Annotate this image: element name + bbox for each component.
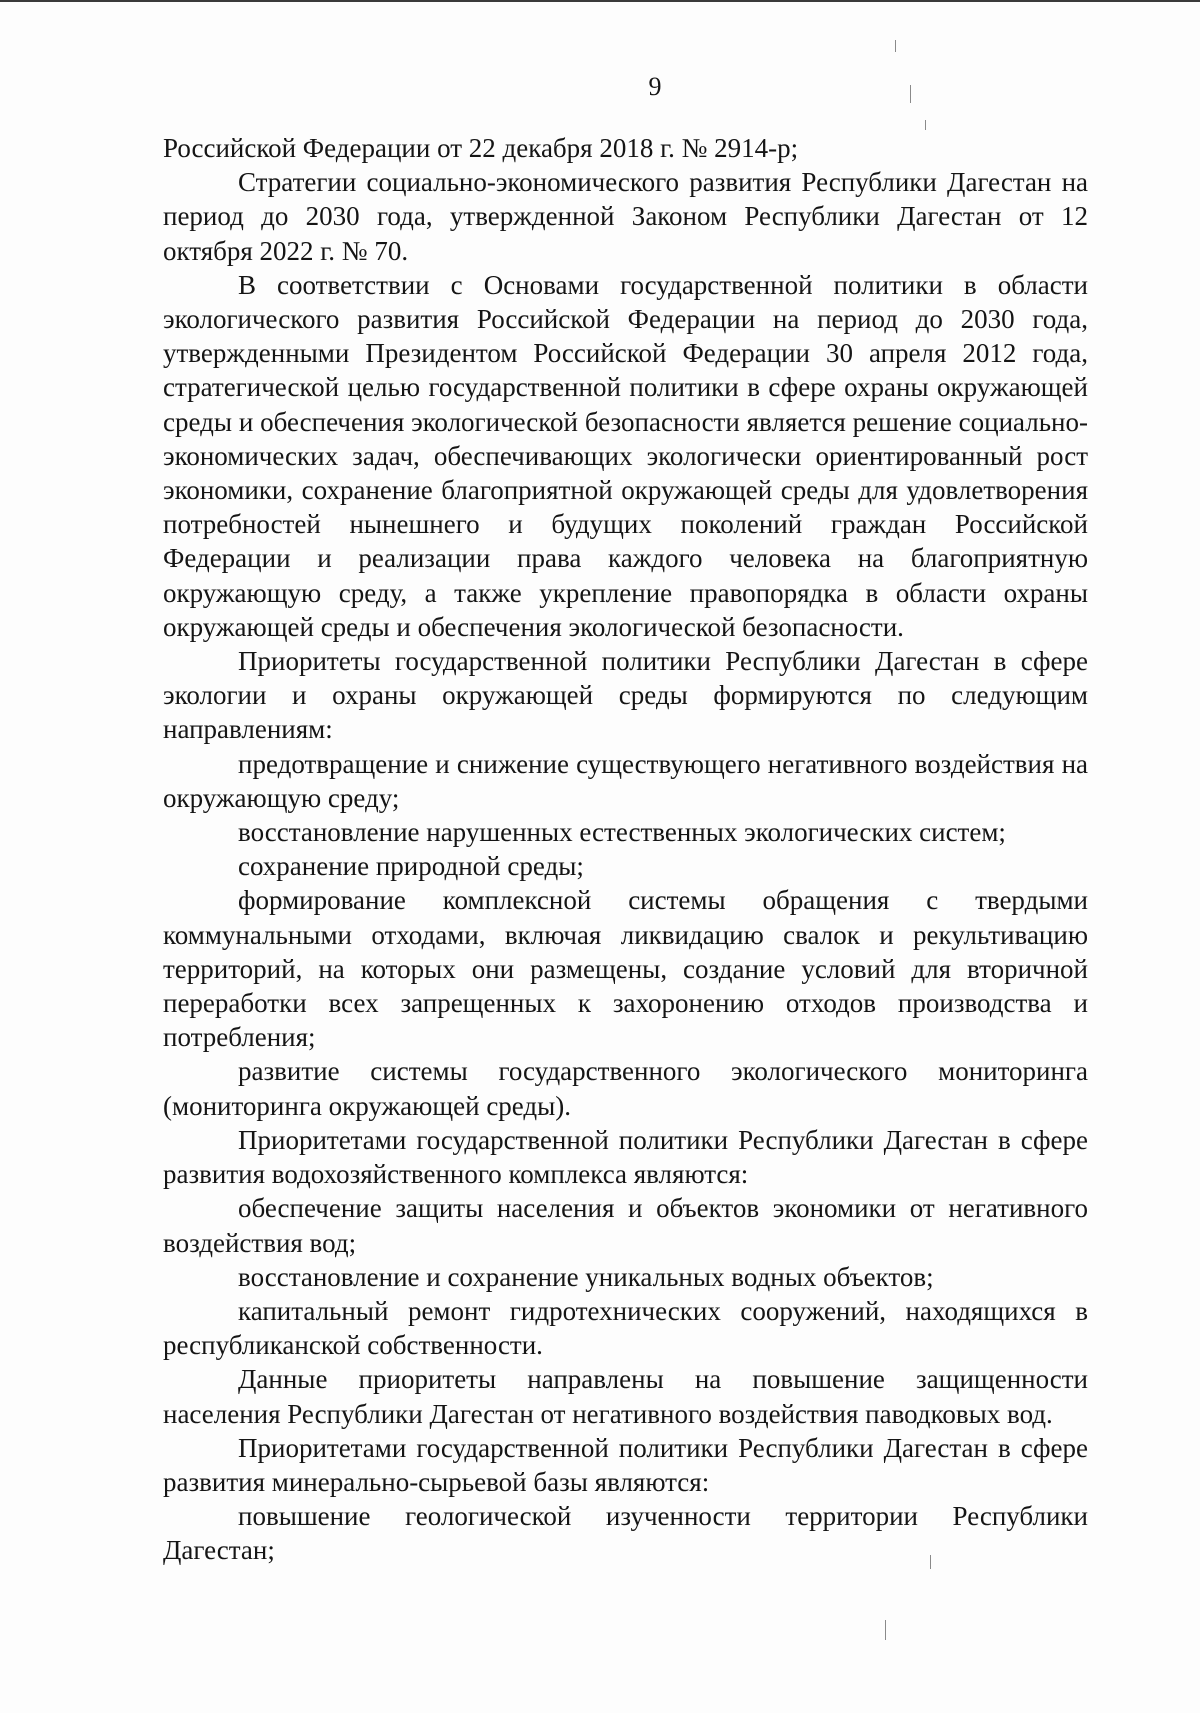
paragraph: Приоритеты государственной политики Республики Дагестан в сфере экологии и охраны окружающей среды формируются по следующим направлениям: — [163, 646, 1088, 745]
scan-artifact — [895, 40, 896, 52]
paragraph: Данные приоритеты направлены на повышение защищенности населения Республики Дагестан от негативного воздействия паводковых вод. — [163, 1364, 1088, 1429]
list-item: восстановление нарушенных естественных экологических систем; — [238, 817, 1006, 848]
scan-artifact — [885, 1620, 886, 1640]
list-item: обеспечение защиты населения и объектов экономики от негативного воздействия вод; — [163, 1193, 1088, 1258]
list-item: предотвращение и снижение существующего негативного воздействия на окружающую среду; — [163, 748, 1088, 813]
list-item: сохранение природной среды; — [238, 851, 584, 882]
page-top-border — [0, 0, 1200, 2]
paragraph: В соответствии с Основами государственной политики в области экологического развития Российской Федерации на период до 2030 года, утвержденными Президентом Российской Федерации 30 апреля 2012 года, стратегической целью государственной политики в сфере охраны окружающей среды и обеспечения экологической безопасности является решение социально-экономических задач, обеспечивающих экологически ориентированный рост экономики, сохранение благоприятной окружающей среды для удовлетворения потребностей нынешнего и будущих поколений граждан Российской Федерации и реализации права каждого человека на благоприятную окружающую среду, а также укрепление правопорядка в области охраны окружающей среды и обеспечения экологической безопасности. — [163, 269, 1088, 642]
page-number: 9 — [648, 72, 662, 101]
list-item: формирование комплексной системы обращения с твердыми коммунальными отходами, включая ликвидацию свалок и рекультивацию территорий, на которых они размещены, создание условий для вторичной переработки всех запрещенных к захоронению отходов производства и потребления; — [163, 885, 1088, 1053]
paragraph: Стратегии социально-экономического развития Республики Дагестан на период до 2030 года, утвержденной Законом Республики Дагестан от 12 октября 2022 г. № 70. — [163, 167, 1088, 266]
list-item: восстановление и сохранение уникальных водных объектов; — [238, 1261, 934, 1292]
list-item: капитальный ремонт гидротехнических сооружений, находящихся в республиканской собственности. — [163, 1295, 1088, 1361]
list-item: развитие системы государственного экологического мониторинга (мониторинга окружающей среды). — [163, 1056, 1088, 1121]
paragraph: Приоритетами государственной политики Республики Дагестан в сфере развития минерально-сырьевой базы являются: — [163, 1432, 1088, 1497]
paragraph: Приоритетами государственной политики Республики Дагестан в сфере развития водохозяйственного комплекса являются: — [163, 1124, 1088, 1190]
document-body — [163, 131, 1088, 1568]
list-item: повышение геологической изученности территории Республики Дагестан; — [163, 1501, 1088, 1566]
scan-artifact — [925, 120, 926, 130]
paragraph: Российской Федерации от 22 декабря 2018 г. № 2914-р; — [163, 133, 799, 163]
